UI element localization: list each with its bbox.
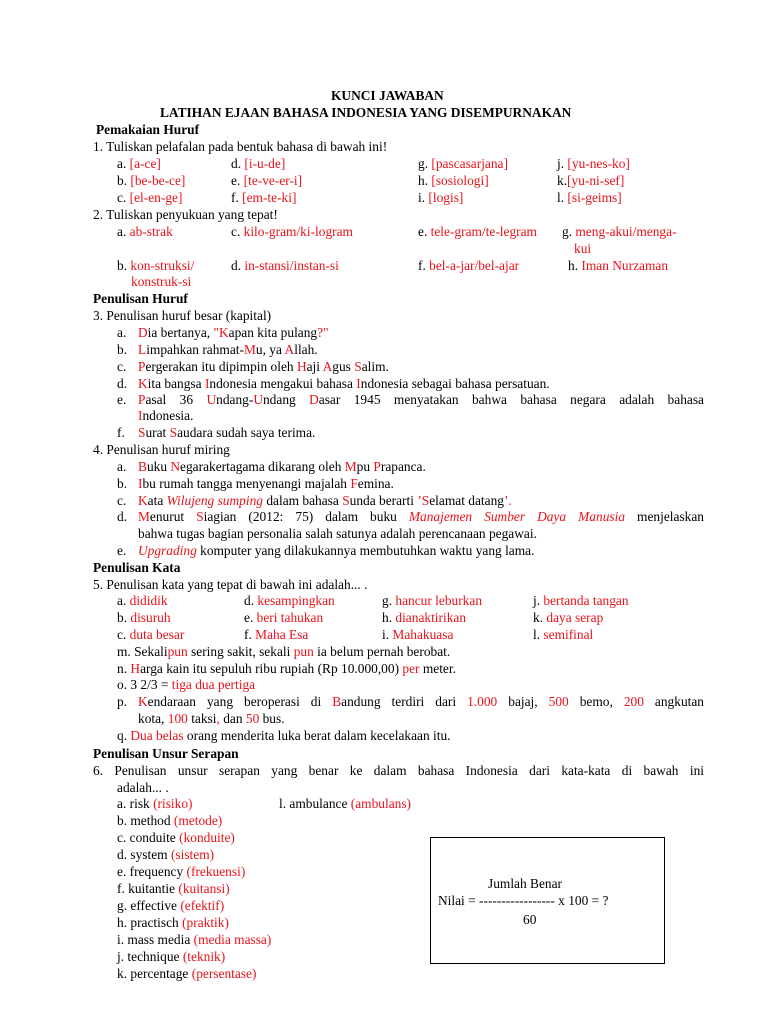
question-3: 3. Penulisan huruf besar (kapital)	[93, 308, 272, 323]
answer-item	[117, 864, 245, 880]
answer-sentence	[117, 644, 450, 660]
item-label: b. method	[117, 813, 174, 828]
answer-sentence	[138, 694, 704, 710]
answer-text: S	[169, 425, 178, 440]
answer-sentence	[138, 509, 704, 525]
item-label: i.	[382, 627, 393, 642]
answer-text: semifinal	[543, 627, 594, 642]
answer-item	[117, 796, 193, 812]
answer-text: (risiko)	[153, 796, 193, 811]
answer-item	[279, 796, 411, 812]
text-run: ata	[147, 493, 167, 508]
answer-item	[557, 156, 630, 172]
text-run: apan kita pulang	[228, 325, 318, 340]
answer-text: N	[170, 459, 181, 474]
item-label: d.	[117, 376, 128, 391]
score-formula-box	[430, 837, 665, 964]
text-run: angkutan	[643, 694, 705, 709]
text-run: enurut	[149, 509, 197, 524]
text-run: egarakertagama dikarang oleh	[180, 459, 345, 474]
question-6: 6. Penulisan unsur serapan yang benar ke dalam bahasa Indonesia dari kata-kata di bawah ini	[93, 763, 704, 778]
text-run: pu	[356, 459, 374, 474]
answer-text: duta besar	[129, 627, 185, 642]
answer-item	[418, 156, 508, 172]
text-run: llah.	[294, 342, 318, 357]
answer-item	[117, 190, 182, 206]
answer-text: dididik	[129, 593, 168, 608]
answer-text: M	[243, 342, 256, 357]
text-run: n.	[117, 661, 131, 676]
answer-text: (metode)	[173, 813, 223, 828]
answer-item	[131, 274, 191, 290]
answer-text: ab-strak	[129, 224, 173, 239]
item-label: e.	[244, 610, 257, 625]
text-run: menjelaskan	[625, 509, 704, 524]
item-label: b.	[117, 342, 128, 357]
section-heading: Penulisan Kata	[93, 560, 181, 575]
answer-text: I	[138, 408, 143, 423]
item-label: b.	[117, 173, 131, 188]
answer-sentence	[138, 392, 704, 408]
answer-text: [a-ce]	[129, 156, 161, 171]
item-label: e.	[117, 543, 127, 558]
answer-text: tiga dua pertiga	[171, 677, 256, 692]
answer-text: D	[309, 392, 319, 407]
question-4: 4. Penulisan huruf miring	[93, 442, 230, 457]
answer-text: kui	[574, 241, 592, 256]
answer-text: (sistem)	[170, 847, 215, 862]
text-run: bemo,	[568, 694, 624, 709]
answer-text: S	[342, 493, 350, 508]
formula-line: Nilai = ----------------- x 100 = ?	[438, 893, 609, 908]
text-run: ndonesia mengakui bahasa	[209, 376, 357, 391]
answer-text: [i-u-de]	[244, 156, 286, 171]
answer-text: B	[332, 694, 342, 709]
answer-item	[117, 881, 230, 897]
answer-item	[533, 610, 603, 626]
answer-sentence	[117, 677, 255, 693]
answer-text: I	[138, 476, 143, 491]
text-run: dalam bahasa	[262, 493, 343, 508]
answer-text: in-stansi/instan-si	[244, 258, 339, 273]
text-run: o. 3 2/3 =	[117, 677, 172, 692]
item-label: f. kuitantie	[117, 881, 179, 896]
item-label: b.	[117, 476, 128, 491]
answer-text: beri tahukan	[256, 610, 324, 625]
answer-text: "K	[213, 325, 229, 340]
item-label: d.	[244, 593, 258, 608]
answer-text: disuruh	[130, 610, 171, 625]
answer-text: S	[354, 359, 362, 374]
answer-text: (ambulans)	[350, 796, 412, 811]
text-run: orang menderita luka berat dalam kecelakaan itu.	[183, 728, 451, 743]
answer-text: bertanda tangan	[543, 593, 629, 608]
answer-sentence	[138, 359, 389, 375]
item-label: p.	[117, 694, 128, 709]
question-1: 1. Tuliskan pelafalan pada bentuk bahasa di bawah ini!	[93, 139, 388, 154]
item-label: a.	[117, 593, 130, 608]
answer-sentence	[138, 476, 394, 492]
answer-text: per	[402, 661, 420, 676]
answer-text: kilo-gram/ki-logram	[243, 224, 353, 239]
answer-item	[117, 610, 171, 626]
item-label: c.	[231, 224, 244, 239]
answer-text: U	[206, 392, 217, 407]
formula-numerator: Jumlah Benar	[488, 876, 563, 891]
item-label: d.	[231, 156, 245, 171]
answer-text: (persentase)	[191, 966, 257, 981]
item-label: j.	[533, 593, 544, 608]
item-label: j. technique	[117, 949, 183, 964]
answer-text: (kuitansi)	[178, 881, 230, 896]
text-run: asal 36	[145, 392, 207, 407]
doc-title: KUNCI JAWABAN	[331, 88, 444, 103]
answer-item	[418, 190, 463, 206]
answer-item	[418, 224, 537, 240]
answer-item	[231, 156, 285, 172]
item-label: a.	[117, 459, 127, 474]
text-run: bu rumah tangga menyenangi majalah	[142, 476, 351, 491]
answer-item	[117, 847, 214, 863]
text-run: unda berarti	[349, 493, 418, 508]
answer-text: 500	[548, 694, 569, 709]
item-label: h.	[418, 173, 432, 188]
answer-text: konstruk-si	[131, 274, 192, 289]
answer-text: 100	[167, 711, 188, 726]
item-label: g. effective	[117, 898, 181, 913]
text-run: ergerakan itu dipimpin oleh	[145, 359, 297, 374]
text-run: alim.	[361, 359, 389, 374]
answer-sentence	[138, 493, 512, 509]
item-label: f.	[418, 258, 430, 273]
answer-item	[117, 173, 185, 189]
answer-text: A	[322, 359, 333, 374]
answer-text: F	[350, 476, 358, 491]
text-run: endaraan yang beroperasi di	[147, 694, 333, 709]
text-run: audara sudah saya terima.	[177, 425, 316, 440]
answer-text: 200	[623, 694, 644, 709]
answer-text: Upgrading	[138, 543, 197, 558]
answer-text: meng-akui/menga-	[575, 224, 677, 239]
answer-sentence	[117, 728, 451, 744]
text-run: impahkan rahmat-	[146, 342, 244, 357]
answer-text: M	[138, 509, 150, 524]
answer-sentence	[138, 425, 315, 441]
answer-text: (praktik)	[182, 915, 229, 930]
answer-text: L	[138, 342, 147, 357]
answer-text: K	[138, 493, 148, 508]
answer-item	[382, 593, 482, 609]
answer-item	[117, 915, 229, 931]
text-run: asar 1945 menyatakan bahwa bahasa negara adalah bahasa	[318, 392, 704, 407]
answer-item	[557, 173, 624, 189]
item-label: a. risk	[117, 796, 154, 811]
answer-text: P	[138, 359, 146, 374]
answer-text: Wilujeng sumping	[166, 493, 263, 508]
answer-item	[574, 241, 591, 257]
formula-denominator: 60	[523, 912, 537, 927]
answer-sentence	[138, 325, 329, 341]
answer-text: [yu-ni-sef]	[567, 173, 625, 188]
answer-item	[117, 932, 271, 948]
answer-item	[231, 224, 353, 240]
answer-text: tele-gram/te-legram	[430, 224, 537, 239]
item-label: b.	[117, 610, 131, 625]
answer-item	[568, 258, 668, 274]
item-label: j.	[557, 156, 568, 171]
answer-item	[562, 224, 677, 240]
answer-item	[117, 898, 224, 914]
text-run: q.	[117, 728, 131, 743]
answer-text: Mahakuasa	[392, 627, 454, 642]
text-run: m. Sekali	[117, 644, 168, 659]
answer-text: D	[138, 325, 148, 340]
answer-text: ’.	[503, 493, 512, 508]
item-label: k. percentage	[117, 966, 192, 981]
answer-item	[117, 830, 235, 846]
answer-text: K	[138, 376, 148, 391]
answer-text: [logis]	[428, 190, 464, 205]
answer-text: [pascasarjana]	[431, 156, 508, 171]
text-run: ita bangsa	[147, 376, 205, 391]
item-label: g.	[418, 156, 432, 171]
item-label: a.	[117, 325, 127, 340]
answer-sentence	[138, 376, 550, 392]
answer-text: [si-geims]	[567, 190, 622, 205]
answer-text: P	[138, 392, 146, 407]
answer-text: pun	[293, 644, 314, 659]
answer-text: (konduite)	[179, 830, 235, 845]
answer-text: Dua belas	[130, 728, 184, 743]
answer-item	[117, 966, 256, 982]
answer-text: U	[253, 392, 263, 407]
answer-item	[231, 258, 339, 274]
answer-text: S	[196, 509, 204, 524]
text-run: arga kain itu sepuluh ribu rupiah (Rp 10.000,00)	[140, 661, 403, 676]
answer-text: [yu-nes-ko]	[567, 156, 630, 171]
answer-text: K	[138, 694, 148, 709]
item-label: e.	[418, 224, 431, 239]
item-label: a.	[117, 224, 130, 239]
item-label: l.	[533, 627, 544, 642]
answer-text: H	[130, 661, 141, 676]
item-label: g.	[382, 593, 396, 608]
answer-text: Maha Esa	[255, 627, 309, 642]
text-run: ia bertanya,	[147, 325, 214, 340]
item-label: c.	[117, 190, 130, 205]
text-run: taksi	[187, 711, 217, 726]
text-run: bus.	[259, 711, 285, 726]
answer-text: [el-en-ge]	[129, 190, 183, 205]
text-run: urat	[145, 425, 170, 440]
text-run: gus	[332, 359, 355, 374]
answer-sentence	[138, 711, 285, 727]
item-label: h. practisch	[117, 915, 183, 930]
answer-sentence	[138, 543, 534, 559]
item-label: l. ambulance	[279, 796, 351, 811]
answer-item	[244, 627, 308, 643]
section-heading: Pemakaian Huruf	[96, 122, 200, 137]
item-label: g.	[562, 224, 576, 239]
answer-text: ,	[216, 711, 220, 726]
answer-item	[418, 258, 519, 274]
answer-item	[117, 593, 168, 609]
answer-text: Iman Nurzaman	[581, 258, 669, 273]
answer-text: I	[204, 376, 210, 391]
text-run: u, ya	[255, 342, 285, 357]
answer-sentence	[138, 459, 426, 475]
item-label: c.	[117, 627, 130, 642]
text-run: ia belum pernah berobat.	[313, 644, 451, 659]
answer-text: (efektif)	[180, 898, 225, 913]
answer-item	[382, 627, 453, 643]
answer-item	[244, 593, 335, 609]
section-heading: Penulisan Unsur Serapan	[93, 746, 239, 761]
answer-text: [te-ve-er-i]	[243, 173, 303, 188]
answer-text: I	[356, 376, 361, 391]
question-5: 5. Penulisan kata yang tepat di bawah ini adalah... .	[93, 577, 368, 592]
answer-item	[533, 593, 629, 609]
text-run: bajaj,	[497, 694, 549, 709]
doc-subtitle: LATIHAN EJAAN BAHASA INDONESIA YANG DISEMPURNAKAN	[160, 105, 572, 120]
text-run: ndang-	[216, 392, 254, 407]
item-label: e.	[231, 173, 244, 188]
item-label: h.	[382, 610, 396, 625]
item-label: l.	[557, 190, 568, 205]
answer-text: P	[373, 459, 381, 474]
answer-text: [be-be-ce]	[130, 173, 186, 188]
answer-item	[117, 813, 222, 829]
item-label: f.	[244, 627, 256, 642]
text-run: dan	[219, 711, 246, 726]
text-run: komputer yang dilakukannya membutuhkan waktu yang lama.	[196, 543, 535, 558]
answer-item	[244, 610, 323, 626]
text-run: ndonesia sebagai bahasa persatuan.	[360, 376, 550, 391]
answer-text: kesampingkan	[257, 593, 335, 608]
answer-item	[382, 610, 466, 626]
answer-item	[117, 224, 173, 240]
item-label: f.	[117, 425, 125, 440]
answer-text: M	[344, 459, 357, 474]
text-run: andung terdiri dari	[341, 694, 468, 709]
answer-text: [sosiologi]	[431, 173, 489, 188]
item-label: d.	[231, 258, 245, 273]
text-run: uku	[146, 459, 171, 474]
answer-item	[533, 627, 593, 643]
answer-text: ’S	[417, 493, 430, 508]
answer-item	[418, 173, 489, 189]
item-label: d.	[117, 509, 128, 524]
answer-item	[117, 627, 184, 643]
text-run: kota,	[138, 711, 168, 726]
item-label: k.	[533, 610, 547, 625]
item-label: h.	[568, 258, 582, 273]
answer-text: [em-te-ki]	[242, 190, 297, 205]
item-label: b.	[117, 258, 131, 273]
answer-text: (media massa)	[193, 932, 272, 947]
item-label: i. mass media	[117, 932, 194, 947]
text-run: iagian (2012: 75) dalam buku	[203, 509, 409, 524]
answer-sentence: bahwa tugas bagian personalia salah satunya adalah perencanaan pegawai.	[138, 526, 537, 541]
answer-text: A	[284, 342, 295, 357]
answer-text: hancur leburkan	[395, 593, 483, 608]
answer-text: H	[296, 359, 307, 374]
text-run: ndang	[262, 392, 310, 407]
answer-sentence	[138, 408, 193, 424]
answer-item	[557, 190, 622, 206]
answer-sentence	[117, 661, 456, 677]
answer-item	[117, 156, 161, 172]
item-label: k.	[557, 173, 568, 188]
answer-item	[117, 258, 194, 274]
answer-text: daya serap	[546, 610, 604, 625]
answer-item	[117, 949, 225, 965]
answer-text: 1.000	[467, 694, 498, 709]
text-run: meter.	[419, 661, 456, 676]
text-run: rapanca.	[380, 459, 426, 474]
text-run: aji	[306, 359, 323, 374]
answer-text: B	[138, 459, 147, 474]
answer-sentence	[138, 342, 318, 358]
item-label: a.	[117, 156, 130, 171]
section-heading: Penulisan Huruf	[93, 291, 188, 306]
question-6-cont: adalah... .	[117, 780, 169, 795]
item-label: c.	[117, 493, 127, 508]
answer-text: S	[138, 425, 146, 440]
answer-item	[231, 190, 296, 206]
answer-text: 50	[245, 711, 260, 726]
item-label: c. conduite	[117, 830, 180, 845]
item-label: d. system	[117, 847, 171, 862]
answer-text: (frekuensi)	[186, 864, 246, 879]
item-label: e. frequency	[117, 864, 187, 879]
item-label: f.	[231, 190, 243, 205]
answer-text: Manajemen Sumber Daya Manusia	[408, 509, 626, 524]
item-label: i.	[418, 190, 429, 205]
answer-text: dianaktirikan	[395, 610, 467, 625]
text-run: sering sakit, sekali	[187, 644, 294, 659]
question-2: 2. Tuliskan penyukuan yang tepat!	[93, 207, 278, 222]
answer-text: (teknik)	[182, 949, 226, 964]
answer-text: bel-a-jar/bel-ajar	[429, 258, 520, 273]
item-label: c.	[117, 359, 127, 374]
item-label: e.	[117, 392, 127, 407]
text-run: elamat datang	[429, 493, 504, 508]
text-run: emina.	[357, 476, 394, 491]
text-run: ndonesia.	[142, 408, 194, 423]
answer-item	[231, 173, 302, 189]
answer-text: pun	[167, 644, 188, 659]
answer-text: kon-struksi/	[130, 258, 195, 273]
answer-text: ?"	[317, 325, 329, 340]
